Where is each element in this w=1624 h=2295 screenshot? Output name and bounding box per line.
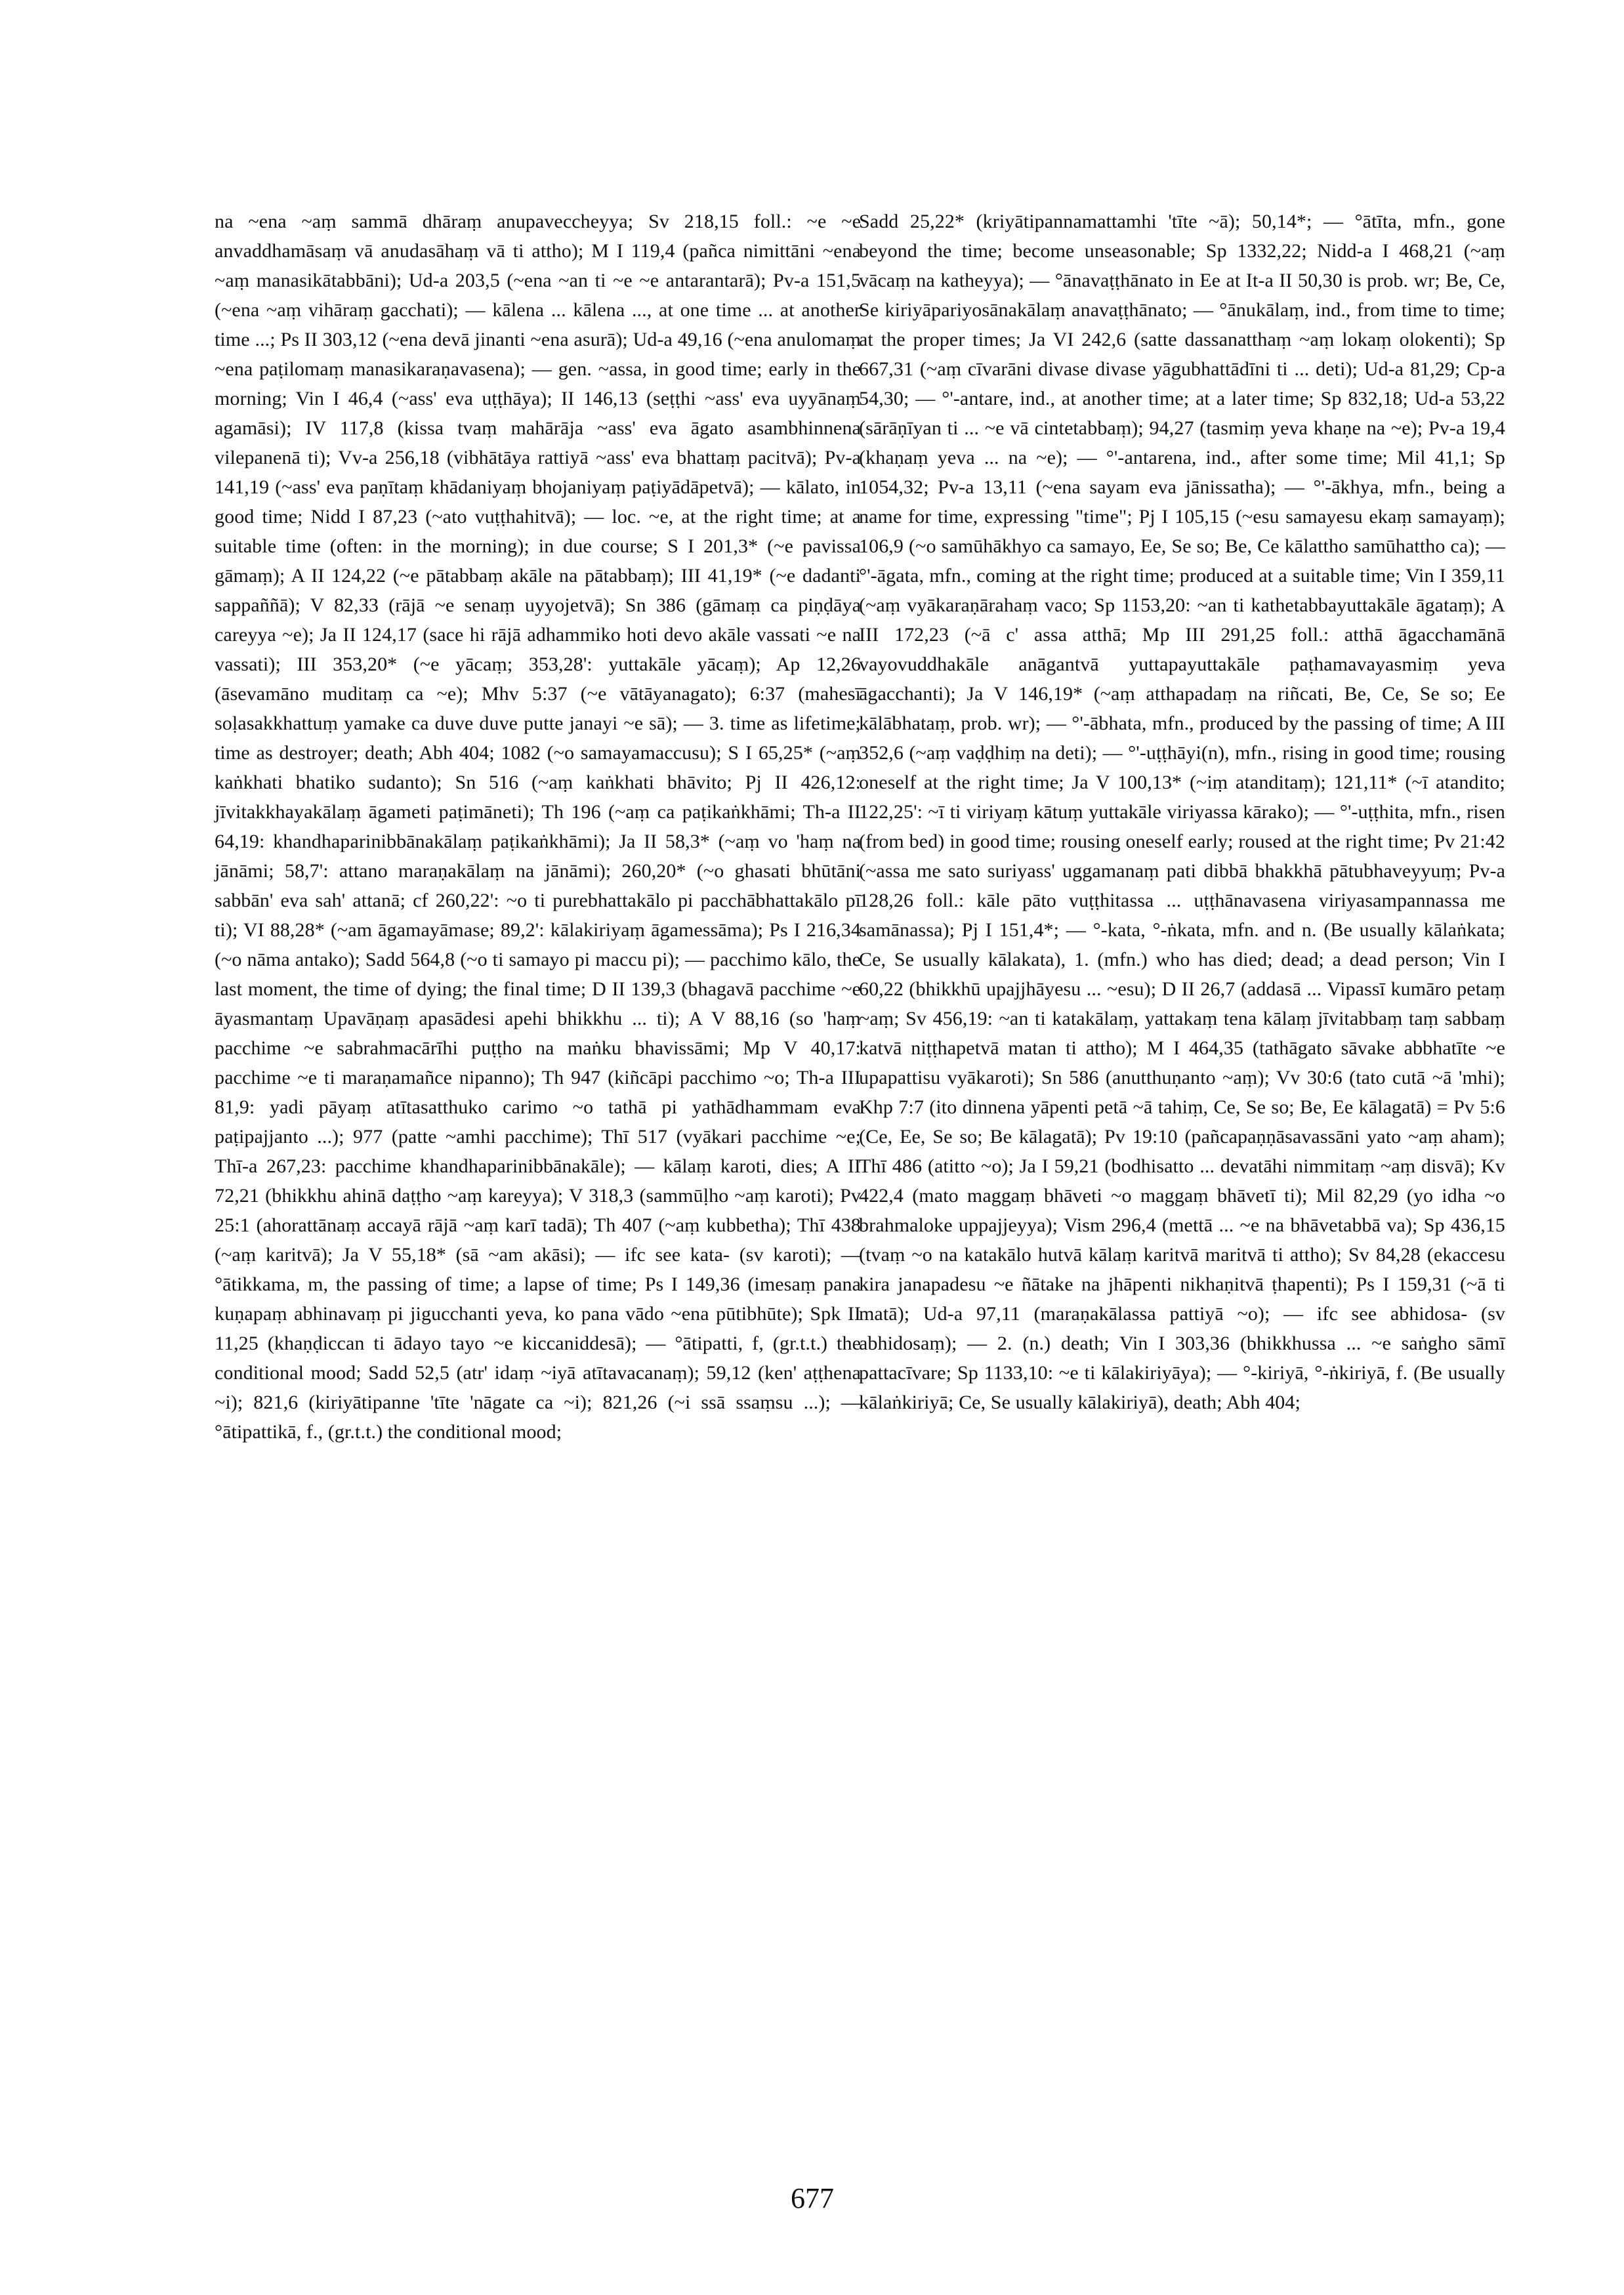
- page-number: 677: [791, 2182, 834, 2214]
- right-column-text: Sadd 25,22* (kriyātipannamattamhi 'tīte ~ā); 50,14*; — °ātīta, mfn., gone beyond the time; become unseasonable; Sp 1332,22; Nidd-a I 468,21 (~aṃ vācaṃ na katheyya); — °ānavaṭṭhānato in Ee at It-a II 50,30 is prob. wr; Be, Ce, Se kiriyāpariyosānakālaṃ anavaṭṭhānato; — °ānukālaṃ, ind., from time to time; at the proper times; Ja VI 242,6 (satte dassanatthaṃ ~aṃ lokaṃ olokenti); Sp 667,31 (~aṃ cīvarāni divase divase yāgubhattādīni ti ... deti); Ud-a 81,29; Cp-a 54,30; — °'-antare, ind., at another time; at a later time; Sp 832,18; Ud-a 53,22 (sārāṇīyan ti ... ~e vā cintetabbaṃ); 94,27 (tasmiṃ yeva khaṇe na ~e); Pv-a 19,4 (khaṇaṃ yeva ... na ~e); — °'-antarena, ind., after some time; Mil 41,1; Sp 1054,32; Pv-a 13,11 (~ena sayam eva jānissatha); — °'-ākhya, mfn., being a name for time, expressing "time"; Pj I 105,15 (~esu samayesu ekaṃ samayaṃ); 106,9 (~o samūhākhyo ca samayo, Ee, Se so; Be, Ce kālattho samūhattho ca); — °'-āgata, mfn., coming at the right time; produced at a suitable time; Vin I 359,11 (~aṃ vyākaraṇārahaṃ vaco; Sp 1153,20: ~an ti kathetabbayuttakāle āgataṃ); A III 172,23 (~ā c' assa atthā; Mp III 291,25 foll.: atthā āgacchamānā vayovuddhakāle anāgantvā yuttapayuttakāle paṭhamavayasmiṃ yeva āgacchanti); Ja V 146,19* (~aṃ atthapadaṃ na riñcati, Be, Ce, Se so; Ee kālābhataṃ, prob. wr); — °'-ābhata, mfn., produced by the passing of time; A III 352,6 (~aṃ vaḍḍhiṃ na deti); — °'-uṭṭhāyi(n), mfn., rising in good time; rousing oneself at the right time; Ja V 100,13* (~iṃ atanditaṃ); 121,11* (~ī atandito; 122,25': ~ī ti viriyaṃ kātuṃ yuttakāle viriyassa kārako); — °'-uṭṭhita, mfn., risen (from bed) in good time; rousing oneself early; roused at the right time; Pv 21:42 (~assa me sato suriyass' uggamanaṃ pati dibbā bhakkhā pātubhaveyyuṃ; Pv-a 128,26 foll.: kāle pāto vuṭṭhitassa ... uṭṭhānavasena viriyasampannassa me samānassa); Pj I 151,4*; — °-kata, °-ṅkata, mfn. and n. (Be usually kālaṅkata; Ce, Se usually kālakata), 1. (mfn.) who has died; dead; a dead person; Vin I 60,22 (bhikkhū upajjhāyesu ... ~esu); D II 26,7 (addasā ... Vipassī kumāro petaṃ ~aṃ; Sv 456,19: ~an ti katakālaṃ, yattakaṃ tena kālaṃ jīvitabbaṃ taṃ sabbaṃ katvā niṭṭhapetvā matan ti attho); M I 464,35 (tathāgato sāvake abbhatīte ~e upapattisu vyākaroti); Sn 586 (anutthuṇanto ~aṃ); Vv 30:6 (tato cutā ~ā 'mhi); Khp 7:7 (ito dinnena yāpenti petā ~ā tahiṃ, Ce, Se so; Be, Ee kālagatā) = Pv 5:6 (Ce, Ee, Se so; Be kālagatā); Pv 19:10 (pañcapaṇṇāsavassāni yato ~aṃ aham); Thī 486 (atitto ~o); Ja I 59,21 (bodhisatto ... devatāhi nimmitaṃ ~aṃ disvā); Kv 422,4 (mato maggaṃ bhāveti ~o maggaṃ bhāvetī ti); Mil 82,29 (yo idha ~o brahmaloke uppajjeyya); Vism 296,4 (mettā ... ~e na bhāvetabbā va); Sp 436,15 (tvaṃ ~o na katakālo hutvā kālaṃ karitvā maritvā ti attho); Sv 84,28 (ekaccesu kira janapadesu ~e ñātake na jhāpenti nikhaṇitvā ṭhapenti); Ps I 159,31 (~ā ti matā); Ud-a 97,11 (maraṇakālassa pattiyā ~o); — ifc see abhidosa- (sv abhidosaṃ); — 2. (n.) death; Vin I 303,36 (bhikkhussa ... ~e saṅgho sāmī pattacīvare; Sp 1133,10: ~e ti kālakiriyāya); — °-kiriyā, °-ṅkiriyā, f. (Be usually kālaṅkiriyā; Ce, Se usually kālakiriyā), death; Abh 404;: [859, 211, 1505, 1413]
- right-column: [859, 207, 1505, 1417]
- left-column-text: na ~ena ~aṃ sammā dhāraṃ anupaveccheyya; Sv 218,15 foll.: ~e ~e anvaddhamāsaṃ vā anudasāhaṃ vā ti attho); M I 119,4 (pañca nimittāni ~ena ~aṃ manasikātabbāni); Ud-a 203,5 (~ena ~an ti ~e ~e antarantarā); Pv-a 151,5 (~ena ~aṃ vihāraṃ gacchati); — kālena ... kālena ..., at one time ... at another time ...; Ps II 303,12 (~ena devā jinanti ~ena asurā); Ud-a 49,16 (~ena anulomaṃ ~ena paṭilomaṃ manasikaraṇavasena); — gen. ~assa, in good time; early in the morning; Vin I 46,4 (~ass' eva uṭṭhāya); II 146,13 (seṭṭhi ~ass' eva uyyānaṃ agamāsi); IV 117,8 (kissa tvaṃ mahārāja ~ass' eva āgato asambhinnena vilepanenā ti); Vv-a 256,18 (vibhātāya rattiyā ~ass' eva bhattaṃ pacitvā); Pv-a 141,19 (~ass' eva paṇītaṃ khādaniyaṃ bhojaniyaṃ paṭiyādāpetvā); — kālato, in good time; Nidd I 87,23 (~ato vuṭṭhahitvā); — loc. ~e, at the right time; at a suitable time (often: in the morning); in due course; S I 201,3* (~e pavissa gāmaṃ); A II 124,22 (~e pātabbaṃ akāle na pātabbaṃ); III 41,19* (~e dadanti sappaññā); V 82,33 (rājā ~e senaṃ uyyojetvā); Sn 386 (gāmaṃ ca piṇḍāya careyya ~e); Ja II 124,17 (sace hi rājā adhammiko hoti devo akāle vassati ~e na vassati); III 353,20* (~e yācaṃ; 353,28': yuttakāle yācaṃ); Ap 12,26 (āsevamāno muditaṃ ca ~e); Mhv 5:37 (~e vātāyanagato); 6:37 (mahesī soḷasakkhattuṃ yamake ca duve duve putte janayi ~e sā); — 3. time as lifetime; time as destroyer; death; Abh 404; 1082 (~o samayamaccusu); S I 65,25* (~aṃ kaṅkhati bhatiko sudanto); Sn 516 (~aṃ kaṅkhati bhāvito; Pj II 426,12: jīvitakkhayakālaṃ āgameti paṭimāneti); Th 196 (~aṃ ca paṭikaṅkhāmi; Th-a II 64,19: khandhaparinibbānakālaṃ paṭikaṅkhāmi); Ja II 58,3* (~aṃ vo 'haṃ na jānāmi; 58,7': attano maraṇakālaṃ na jānāmi); 260,20* (~o ghasati bhūtāni sabbān' eva sah' attanā; cf 260,22': ~o ti purebhattakālo pi pacchābhattakālo pī ti); VI 88,28* (~am āgamayāmase; 89,2': kālakiriyaṃ āgamessāma); Ps I 216,34 (~o nāma antako); Sadd 564,8 (~o ti samayo pi maccu pi); — pacchimo kālo, the last moment, the time of dying; the final time; D II 139,3 (bhagavā pacchime ~e āyasmantaṃ Upavāṇaṃ apasādesi apehi bhikkhu ... ti); A V 88,16 (so 'haṃ pacchime ~e sabrahmacārīhi puṭṭho na maṅku bhavissāmi; Mp V 40,17: pacchime ~e ti maraṇamañce nipanno); Th 947 (kiñcāpi pacchimo ~o; Th-a III 81,9: yadi pāyaṃ atītasatthuko carimo ~o tathā pi yathādhammam eva paṭipajjanto ...); 977 (patte ~amhi pacchime); Thī 517 (vyākari pacchime ~e; Thī-a 267,23: pacchime khandhaparinibbānakāle); — kālaṃ karoti, dies; A II 72,21 (bhikkhu ahinā daṭṭho ~aṃ kareyya); V 318,3 (sammūḷho ~aṃ karoti); Pv 25:1 (ahorattānaṃ accayā rājā ~aṃ karī tadā); Th 407 (~aṃ kubbetha); Thī 438 (~aṃ karitvā); Ja V 55,18* (sā ~am akāsi); — ifc see kata- (sv karoti); — °ātikkama, m, the passing of time; a lapse of time; Ps I 149,36 (imesaṃ pana kuṇapaṃ abhinavaṃ pi jigucchanti yeva, ko pana vādo ~ena pūtibhūte); Spk II 11,25 (khaṇḍiccan ti ādayo tayo ~e kiccaniddesā); — °ātipatti, f, (gr.t.t.) the conditional mood; Sadd 52,5 (atr' idaṃ ~iyā atītavacanaṃ); 59,12 (ken' aṭṭhena ~i); 821,6 (kiriyātipanne 'tīte 'nāgate ca ~i); 821,26 (~i ssā ssaṃsu ...); — °ātipattikā, f., (gr.t.t.) the conditional mood;: [215, 211, 861, 1443]
- left-column: [215, 207, 861, 1447]
